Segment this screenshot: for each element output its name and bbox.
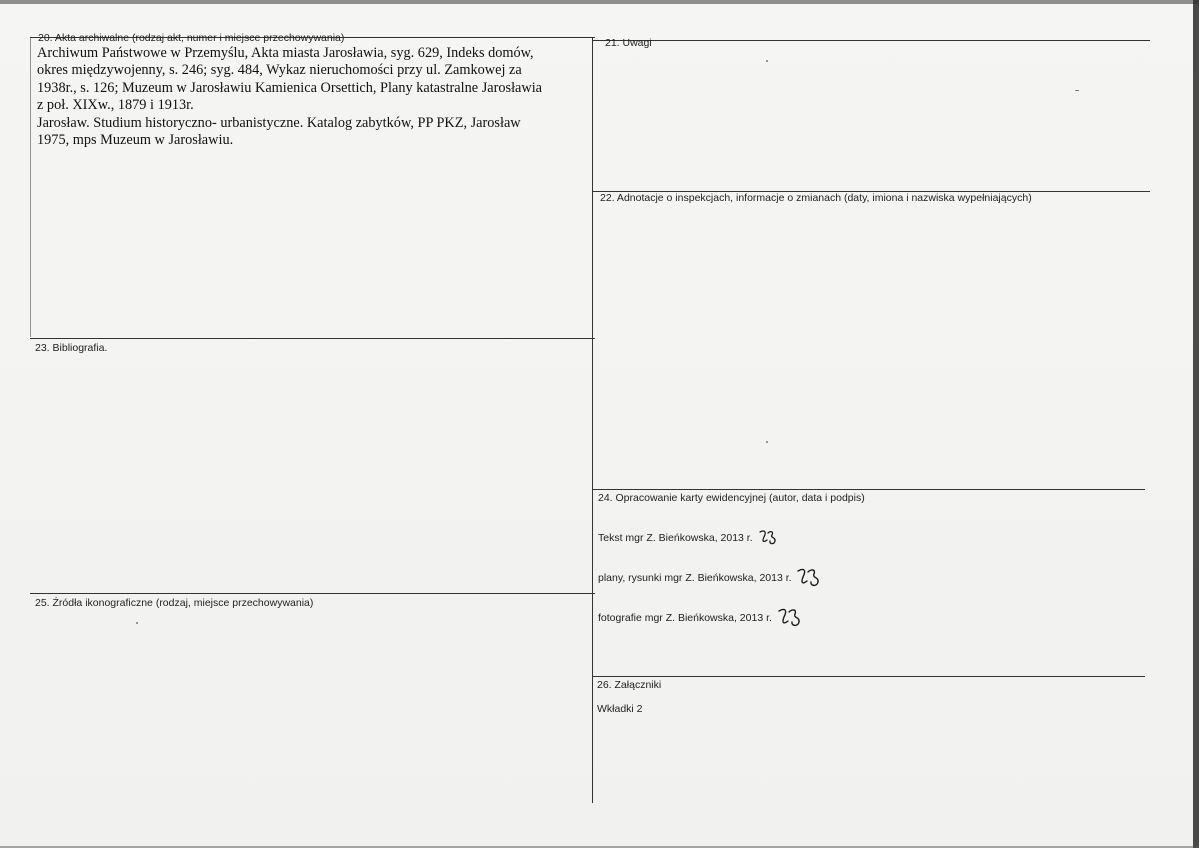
author-entry-plans	[598, 566, 826, 590]
section-20-line: z poł. XIXw., 1879 i 1913r.	[37, 97, 194, 114]
scan-edge-top	[0, 0, 1199, 4]
scan-edge-right	[1193, 0, 1199, 848]
section-21-label: 21. Uwagi	[605, 37, 652, 49]
author-entry-photos-label: fotografie mgr Z. Bieńkowska, 2013 r.	[598, 611, 772, 624]
rule-26	[592, 676, 1145, 677]
signature-icon	[777, 606, 807, 630]
section-20-line: Archiwum Państwowe w Przemyślu, Akta miasta Jarosławia, syg. 629, Indeks domów,	[37, 45, 534, 61]
author-entry-photos	[598, 606, 807, 630]
section-20-content	[37, 45, 592, 149]
rule-24	[592, 489, 1145, 490]
scan-speck	[136, 622, 138, 624]
section-26-label: 26. Załączniki	[597, 679, 662, 691]
section-23-label: 23. Bibliografia.	[35, 342, 108, 354]
section-25-label: 25. Źródła ikonograficzne (rodzaj, miejsce przechowywania)	[35, 597, 314, 609]
section-20-line: 1938r., s. 126; Muzeum w Jarosławiu Kamienica Orsettich, Plany katastralne Jarosławia	[37, 79, 543, 96]
section-24-label: 24. Opracowanie karty ewidencyjnej (autor, data i podpis)	[598, 492, 865, 504]
section-22-label: 22. Adnotacje o inspekcjach, informacje o zmianach (daty, imiona i nazwiska wypełniających)	[600, 192, 1032, 204]
section-20-label: 20. Akta archiwalne (rodzaj akt, numer i miejsce przechowywania)	[38, 32, 345, 44]
author-entry-text	[598, 528, 784, 548]
signature-icon	[796, 566, 826, 590]
scan-speck	[766, 60, 768, 62]
rule-25	[30, 593, 595, 594]
section-26-value: Wkładki 2	[597, 703, 643, 715]
section-20-line: okres międzywojenny, s. 246; syg. 484, Wykaz nieruchomości przy ul. Zamkowej za	[37, 62, 522, 79]
rule-23	[30, 338, 595, 339]
rule-top-right	[592, 40, 1150, 41]
scan-speck	[1075, 90, 1079, 91]
section-20-line: Jarosław. Studium historyczno- urbanistyczne. Katalog zabytków, PP PKZ, Jarosław	[37, 114, 521, 131]
column-divider	[592, 37, 593, 803]
author-entry-plans-label: plany, rysunki mgr Z. Bieńkowska, 2013 r.	[598, 571, 792, 584]
section-20-line: 1975, mps Muzeum w Jarosławiu.	[37, 132, 234, 149]
left-border	[30, 37, 31, 337]
scan-speck	[766, 441, 768, 443]
author-entry-text-label: Tekst mgr Z. Bieńkowska, 2013 r.	[598, 531, 753, 544]
signature-icon	[758, 528, 784, 548]
